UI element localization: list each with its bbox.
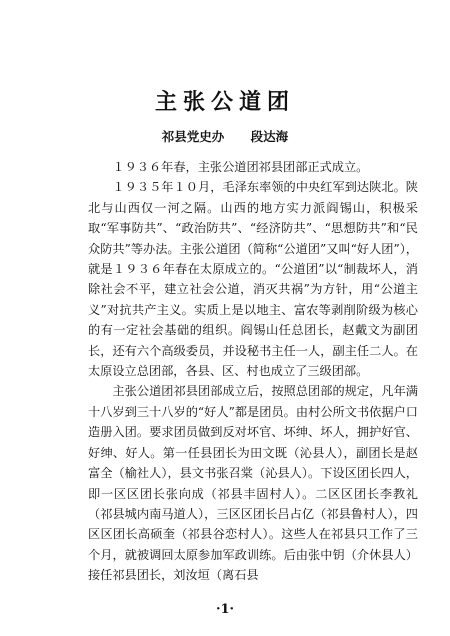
page-title: 主张公道团 (154, 89, 295, 115)
paragraph-1: １９３６年春，主张公道团祁县团部正式成立。 (112, 160, 369, 174)
paragraph-3: 主张公道团祁县团部成立后，按照总团部的规定，凡年满十八岁到三十八岁的“好人”都是团员。由村公所文书依据户口造册入团。要求团员做到反对坏官、坏绅、坏人，拥护好官、好绅、好人。第一任县团长为田文既（沁县人），副团长是赵富全（榆社人），县文书张召棠（沁县人）。下设区团长四人，即一区区团长张向成（祁县丰固村人）。二区区团长李教礼（祁县城内南马道人），三区区团长吕占亿（祁县鲁村人），四区区团长高硕奎（祁县谷恋村人）。这些人在祁县只工作了三个月，就被调回太原参加军政训练。后由张中钥（介休县人）接任祁县团长，刘汝垣（离石县 (88, 384, 418, 583)
byline-author: 段达海 (250, 129, 289, 144)
paragraph-2: １９３５年１０月，毛泽东率领的中央红军到达陕北。陕北与山西仅一河之隔。山西的地方实力派阎锡山，积极采取“军事防共”、“政治防共”、“经济防共”、“思想防共”和“民众防共”等办法。主张公道团（简称“公道团”又叫“好人团”），就是１９３６年春在太原成立的。“公道团”以“制裁坏人，消除社会不平，建立社会公道，消灭共祸”为方针，用“公道主义”对抗共产主义。实质上是以地主、富农等剥削阶级为核心的有一定社会基础的组织。阎锡山任总团长，赵戴文为副团长，还有六个高级委员，并设秘书主任一人，副主任二人。在太原设立总团部，各县、区、村也成立了三级团部。 (88, 180, 418, 379)
article-body (88, 157, 418, 586)
byline-organization: 祁县党史办 (161, 129, 225, 144)
byline (0, 128, 450, 146)
page-number: ·1· (215, 602, 235, 617)
